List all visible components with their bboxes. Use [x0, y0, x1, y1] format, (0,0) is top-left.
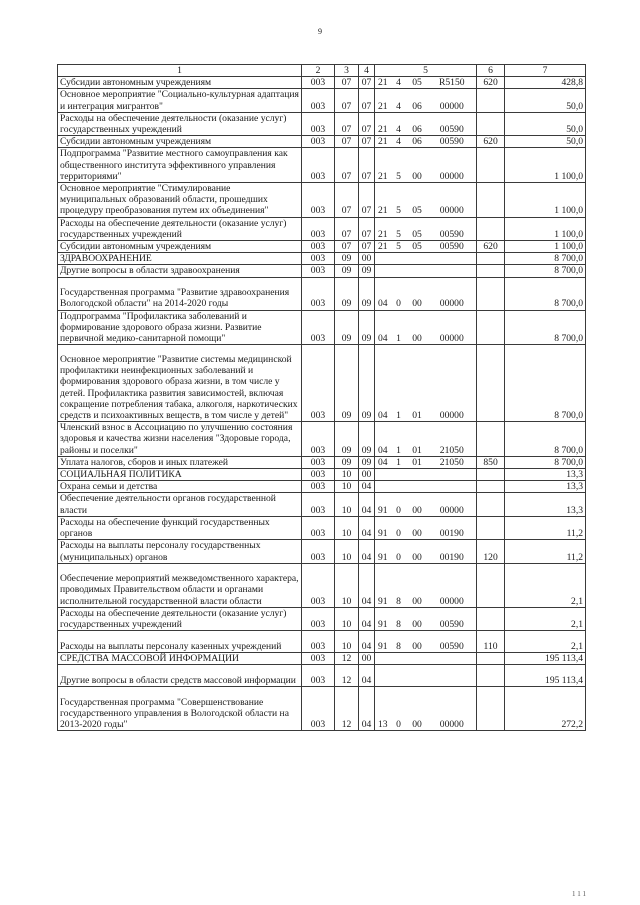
row-name-cell: Расходы на обеспечение деятельности (оказание услуг) государственных учреждений	[58, 607, 302, 630]
row-k1-cell: 21	[375, 77, 391, 89]
row-k1-cell	[375, 481, 391, 493]
row-k3-cell: 00	[407, 631, 428, 653]
table-row	[58, 265, 586, 277]
row-k1-cell: 21	[375, 148, 391, 183]
header-col-4: 4	[359, 65, 375, 77]
table-row	[58, 148, 586, 183]
row-k1-cell: 04	[375, 422, 391, 457]
row-c6-cell: 110	[477, 631, 505, 653]
row-k3-cell: 06	[407, 112, 428, 135]
row-c7-cell: 11,2	[505, 540, 586, 563]
table-row	[58, 516, 586, 539]
row-c7-cell: 13,3	[505, 469, 586, 481]
row-c4-cell: 07	[359, 136, 375, 148]
row-k4-cell: 00000	[428, 310, 477, 345]
row-c7-cell: 8 700,0	[505, 253, 586, 265]
header-col-2: 2	[302, 65, 335, 77]
row-c6-cell	[477, 422, 505, 457]
row-c2-cell: 003	[302, 77, 335, 89]
row-c2-cell: 003	[302, 422, 335, 457]
row-k3-cell: 05	[407, 77, 428, 89]
row-c6-cell	[477, 310, 505, 345]
row-c3-cell: 12	[335, 687, 359, 731]
table-row	[58, 89, 586, 112]
row-c4-cell: 04	[359, 540, 375, 563]
budget-table	[57, 64, 586, 731]
row-c2-cell: 003	[302, 310, 335, 345]
row-c4-cell: 09	[359, 422, 375, 457]
row-k2-cell: 0	[391, 540, 407, 563]
row-c4-cell: 04	[359, 493, 375, 516]
row-c6-cell	[477, 516, 505, 539]
row-c6-cell	[477, 687, 505, 731]
row-c3-cell: 12	[335, 653, 359, 665]
row-k3-cell: 01	[407, 422, 428, 457]
row-c4-cell: 09	[359, 456, 375, 468]
row-k3-cell: 01	[407, 345, 428, 422]
row-k1-cell: 91	[375, 540, 391, 563]
row-k4-cell: 21050	[428, 422, 477, 457]
table-row	[58, 481, 586, 493]
row-k2-cell: 8	[391, 563, 407, 607]
row-c2-cell: 003	[302, 687, 335, 731]
row-c3-cell: 10	[335, 481, 359, 493]
row-c3-cell: 07	[335, 77, 359, 89]
row-k1-cell: 91	[375, 563, 391, 607]
row-k4-cell: 00590	[428, 607, 477, 630]
row-k1-cell: 91	[375, 516, 391, 539]
row-k2-cell: 4	[391, 77, 407, 89]
row-c7-cell: 272,2	[505, 687, 586, 731]
row-k2-cell	[391, 653, 407, 665]
row-k4-cell: 00000	[428, 148, 477, 183]
row-c3-cell: 10	[335, 493, 359, 516]
row-k2-cell	[391, 665, 407, 687]
row-name-cell: Подпрограмма "Развитие местного самоуправления как общественного института эффективного управления территориями"	[58, 148, 302, 183]
table-row	[58, 217, 586, 240]
row-c6-cell	[477, 653, 505, 665]
table-row	[58, 665, 586, 687]
row-name-cell: Другие вопросы в области средств массовой информации	[58, 665, 302, 687]
row-c4-cell: 07	[359, 183, 375, 218]
table-row	[58, 345, 586, 422]
table-row	[58, 493, 586, 516]
row-c4-cell: 07	[359, 112, 375, 135]
row-k2-cell: 4	[391, 112, 407, 135]
row-c3-cell: 10	[335, 469, 359, 481]
row-c7-cell: 1 100,0	[505, 183, 586, 218]
row-c3-cell: 07	[335, 148, 359, 183]
row-k3-cell	[407, 265, 428, 277]
row-c3-cell: 09	[335, 265, 359, 277]
row-k3-cell: 00	[407, 563, 428, 607]
row-k3-cell: 00	[407, 687, 428, 731]
row-c6-cell	[477, 481, 505, 493]
row-c3-cell: 10	[335, 607, 359, 630]
row-k4-cell: 00190	[428, 540, 477, 563]
row-c4-cell: 04	[359, 607, 375, 630]
row-c4-cell: 07	[359, 241, 375, 253]
row-name-cell: Субсидии автономным учреждениям	[58, 241, 302, 253]
row-c4-cell: 04	[359, 665, 375, 687]
row-name-cell: Государственная программа "Развитие здравоохранения Вологодской области" на 2014-2020 годы	[58, 277, 302, 310]
row-c3-cell: 07	[335, 89, 359, 112]
row-k2-cell: 5	[391, 148, 407, 183]
row-k3-cell	[407, 653, 428, 665]
row-c4-cell: 09	[359, 310, 375, 345]
row-c4-cell: 04	[359, 516, 375, 539]
row-k1-cell: 91	[375, 493, 391, 516]
table-row	[58, 469, 586, 481]
row-k1-cell: 91	[375, 631, 391, 653]
row-k4-cell	[428, 665, 477, 687]
row-k3-cell	[407, 253, 428, 265]
row-k3-cell: 06	[407, 136, 428, 148]
row-k3-cell: 06	[407, 89, 428, 112]
row-k4-cell	[428, 481, 477, 493]
row-c6-cell	[477, 112, 505, 135]
row-c6-cell	[477, 277, 505, 310]
row-k1-cell: 21	[375, 217, 391, 240]
table-row	[58, 631, 586, 653]
row-c2-cell: 003	[302, 493, 335, 516]
row-k2-cell: 1	[391, 345, 407, 422]
row-name-cell: Членский взнос в Ассоциацию по улучшению состояния здоровья и качества жизни населения "Здоровые города, районы и поселки"	[58, 422, 302, 457]
row-name-cell: Расходы на обеспечение функций государственных органов	[58, 516, 302, 539]
row-k1-cell: 91	[375, 607, 391, 630]
row-c2-cell: 003	[302, 653, 335, 665]
row-name-cell: Субсидии автономным учреждениям	[58, 136, 302, 148]
row-c3-cell: 10	[335, 563, 359, 607]
row-k3-cell: 00	[407, 516, 428, 539]
table-row	[58, 607, 586, 630]
row-c4-cell: 00	[359, 253, 375, 265]
row-c2-cell: 003	[302, 516, 335, 539]
row-c7-cell: 428,8	[505, 77, 586, 89]
table-row	[58, 563, 586, 607]
row-c4-cell: 04	[359, 687, 375, 731]
row-c2-cell: 003	[302, 481, 335, 493]
row-c2-cell: 003	[302, 631, 335, 653]
row-c7-cell: 50,0	[505, 112, 586, 135]
row-c2-cell: 003	[302, 148, 335, 183]
row-c6-cell	[477, 563, 505, 607]
row-c6-cell	[477, 253, 505, 265]
row-c2-cell: 003	[302, 469, 335, 481]
row-k2-cell: 8	[391, 631, 407, 653]
row-c4-cell: 09	[359, 265, 375, 277]
row-c4-cell: 04	[359, 563, 375, 607]
row-k2-cell	[391, 469, 407, 481]
row-name-cell: Государственная программа "Совершенствование государственного управления в Вологодской области на 2013-2020 годы"	[58, 687, 302, 731]
row-c6-cell: 620	[477, 77, 505, 89]
row-k1-cell	[375, 265, 391, 277]
row-c3-cell: 12	[335, 665, 359, 687]
table-row	[58, 653, 586, 665]
row-c3-cell: 07	[335, 112, 359, 135]
row-name-cell: Расходы на обеспечение деятельности (оказание услуг) государственных учреждений	[58, 112, 302, 135]
row-name-cell: СРЕДСТВА МАССОВОЙ ИНФОРМАЦИИ	[58, 653, 302, 665]
header-col-3: 3	[335, 65, 359, 77]
footer-mark: 1 1 1	[572, 890, 586, 898]
row-k1-cell: 04	[375, 456, 391, 468]
row-c2-cell: 003	[302, 89, 335, 112]
row-k4-cell: 00590	[428, 136, 477, 148]
row-name-cell: Уплата налогов, сборов и иных платежей	[58, 456, 302, 468]
row-k3-cell	[407, 469, 428, 481]
row-k1-cell: 04	[375, 345, 391, 422]
row-c7-cell: 1 100,0	[505, 241, 586, 253]
row-c7-cell: 50,0	[505, 136, 586, 148]
row-name-cell: Обеспечение мероприятий межведомственного характера, проводимых Правительством области и органами исполнительной государственной власти области	[58, 563, 302, 607]
row-k3-cell	[407, 481, 428, 493]
row-k4-cell	[428, 265, 477, 277]
row-name-cell: Охрана семьи и детства	[58, 481, 302, 493]
row-c3-cell: 09	[335, 253, 359, 265]
row-k4-cell: 00190	[428, 516, 477, 539]
table-row	[58, 112, 586, 135]
row-c6-cell	[477, 665, 505, 687]
row-k4-cell: 00000	[428, 563, 477, 607]
row-k2-cell: 1	[391, 310, 407, 345]
row-c4-cell: 07	[359, 77, 375, 89]
row-k1-cell: 21	[375, 136, 391, 148]
row-k2-cell: 4	[391, 136, 407, 148]
row-k4-cell: 00000	[428, 345, 477, 422]
row-c6-cell: 620	[477, 241, 505, 253]
row-k3-cell: 00	[407, 310, 428, 345]
table-row	[58, 183, 586, 218]
row-c2-cell: 003	[302, 112, 335, 135]
row-k3-cell: 01	[407, 456, 428, 468]
table-row	[58, 422, 586, 457]
row-k2-cell: 0	[391, 493, 407, 516]
row-c4-cell: 09	[359, 277, 375, 310]
row-name-cell: Подпрограмма "Профилактика заболеваний и формирование здорового образа жизни. Развитие первичной медико-санитарной помощи"	[58, 310, 302, 345]
row-k3-cell: 00	[407, 493, 428, 516]
row-c3-cell: 10	[335, 631, 359, 653]
row-k4-cell	[428, 469, 477, 481]
row-k4-cell: 00000	[428, 687, 477, 731]
row-k2-cell: 0	[391, 516, 407, 539]
row-k3-cell: 05	[407, 241, 428, 253]
row-k2-cell	[391, 253, 407, 265]
row-c7-cell: 8 700,0	[505, 345, 586, 422]
row-name-cell: Основное мероприятие "Социально-культурная адаптация и интеграция мигрантов"	[58, 89, 302, 112]
row-c6-cell	[477, 469, 505, 481]
row-c3-cell: 09	[335, 345, 359, 422]
row-name-cell: Расходы на выплаты персоналу казенных учреждений	[58, 631, 302, 653]
row-k2-cell: 8	[391, 607, 407, 630]
row-k4-cell	[428, 653, 477, 665]
row-k4-cell: 00590	[428, 217, 477, 240]
row-c2-cell: 003	[302, 540, 335, 563]
table-row	[58, 241, 586, 253]
row-c2-cell: 003	[302, 563, 335, 607]
row-c4-cell: 07	[359, 217, 375, 240]
row-c7-cell: 1 100,0	[505, 217, 586, 240]
table-row	[58, 456, 586, 468]
header-col-1: 1	[58, 65, 302, 77]
table-row	[58, 136, 586, 148]
row-k4-cell: 21050	[428, 456, 477, 468]
row-c3-cell: 10	[335, 516, 359, 539]
table-row	[58, 310, 586, 345]
table-row	[58, 540, 586, 563]
row-c6-cell: 850	[477, 456, 505, 468]
row-name-cell: Обеспечение деятельности органов государственной власти	[58, 493, 302, 516]
row-c3-cell: 07	[335, 136, 359, 148]
row-k1-cell: 04	[375, 310, 391, 345]
row-k4-cell: 00590	[428, 631, 477, 653]
row-k1-cell	[375, 469, 391, 481]
row-k4-cell	[428, 253, 477, 265]
row-k4-cell: 00000	[428, 493, 477, 516]
row-k2-cell: 0	[391, 277, 407, 310]
row-c2-cell: 003	[302, 607, 335, 630]
row-c3-cell: 09	[335, 422, 359, 457]
row-k3-cell	[407, 665, 428, 687]
row-c2-cell: 003	[302, 277, 335, 310]
row-k4-cell: 00590	[428, 112, 477, 135]
table-row	[58, 77, 586, 89]
row-c7-cell: 8 700,0	[505, 310, 586, 345]
row-k1-cell	[375, 653, 391, 665]
row-c7-cell: 11,2	[505, 516, 586, 539]
row-c6-cell	[477, 183, 505, 218]
row-c3-cell: 07	[335, 217, 359, 240]
row-c3-cell: 09	[335, 277, 359, 310]
row-k3-cell: 00	[407, 540, 428, 563]
row-k2-cell: 0	[391, 687, 407, 731]
row-k4-cell: 00000	[428, 277, 477, 310]
row-k1-cell	[375, 665, 391, 687]
row-k3-cell: 00	[407, 148, 428, 183]
row-c4-cell: 07	[359, 89, 375, 112]
row-c4-cell: 04	[359, 631, 375, 653]
row-k1-cell	[375, 253, 391, 265]
row-c4-cell: 07	[359, 148, 375, 183]
row-c7-cell: 2,1	[505, 607, 586, 630]
row-c2-cell: 003	[302, 217, 335, 240]
table-row	[58, 253, 586, 265]
row-c4-cell: 00	[359, 469, 375, 481]
row-c6-cell	[477, 493, 505, 516]
row-c6-cell: 120	[477, 540, 505, 563]
row-c2-cell: 003	[302, 345, 335, 422]
row-k2-cell: 5	[391, 241, 407, 253]
row-c6-cell	[477, 265, 505, 277]
row-name-cell: Расходы на обеспечение деятельности (оказание услуг) государственных учреждений	[58, 217, 302, 240]
table-row	[58, 687, 586, 731]
row-k2-cell: 4	[391, 89, 407, 112]
row-name-cell: ЗДРАВООХРАНЕНИЕ	[58, 253, 302, 265]
row-c7-cell: 1 100,0	[505, 148, 586, 183]
row-c7-cell: 13,3	[505, 481, 586, 493]
row-c7-cell: 8 700,0	[505, 277, 586, 310]
row-k4-cell: 00000	[428, 183, 477, 218]
row-k3-cell: 05	[407, 217, 428, 240]
row-name-cell: СОЦИАЛЬНАЯ ПОЛИТИКА	[58, 469, 302, 481]
row-k1-cell: 21	[375, 183, 391, 218]
row-c4-cell: 04	[359, 481, 375, 493]
row-c2-cell: 003	[302, 241, 335, 253]
header-col-7: 7	[505, 65, 586, 77]
row-c2-cell: 003	[302, 665, 335, 687]
row-k3-cell: 00	[407, 607, 428, 630]
row-name-cell: Расходы на выплаты персоналу государственных (муниципальных) органов	[58, 540, 302, 563]
row-c2-cell: 003	[302, 183, 335, 218]
row-c7-cell: 2,1	[505, 631, 586, 653]
row-c3-cell: 09	[335, 310, 359, 345]
header-row	[58, 65, 586, 77]
row-k2-cell	[391, 481, 407, 493]
row-k2-cell: 1	[391, 422, 407, 457]
row-c3-cell: 07	[335, 183, 359, 218]
row-c3-cell: 10	[335, 540, 359, 563]
row-c2-cell: 003	[302, 136, 335, 148]
row-c7-cell: 8 700,0	[505, 265, 586, 277]
row-k2-cell: 1	[391, 456, 407, 468]
row-k1-cell: 21	[375, 112, 391, 135]
row-k2-cell	[391, 265, 407, 277]
row-c2-cell: 003	[302, 265, 335, 277]
row-c6-cell	[477, 217, 505, 240]
row-c7-cell: 195 113,4	[505, 665, 586, 687]
row-c6-cell	[477, 148, 505, 183]
row-c7-cell: 8 700,0	[505, 456, 586, 468]
row-c6-cell	[477, 89, 505, 112]
row-name-cell: Другие вопросы в области здравоохранения	[58, 265, 302, 277]
row-k1-cell: 13	[375, 687, 391, 731]
page-number: 9	[318, 27, 322, 36]
row-c6-cell	[477, 345, 505, 422]
row-k4-cell: 00590	[428, 241, 477, 253]
row-c7-cell: 8 700,0	[505, 422, 586, 457]
row-k2-cell: 5	[391, 217, 407, 240]
row-k1-cell: 04	[375, 277, 391, 310]
row-c4-cell: 09	[359, 345, 375, 422]
row-name-cell: Основное мероприятие "Развитие системы медицинской профилактики неинфекционных заболеваний и формирования здорового образа жизни, в том числе у детей. Профилактика развития зависимостей, включая сокращение потребления табака, алкоголя, наркотических средств и психоактивных веществ, в том числе у детей"	[58, 345, 302, 422]
table-row	[58, 277, 586, 310]
row-k4-cell: R5150	[428, 77, 477, 89]
row-c2-cell: 003	[302, 253, 335, 265]
row-c2-cell: 003	[302, 456, 335, 468]
header-col-6: 6	[477, 65, 505, 77]
row-c6-cell	[477, 607, 505, 630]
row-c6-cell: 620	[477, 136, 505, 148]
row-c7-cell: 50,0	[505, 89, 586, 112]
row-k1-cell: 21	[375, 89, 391, 112]
row-name-cell: Субсидии автономным учреждениям	[58, 77, 302, 89]
row-c4-cell: 00	[359, 653, 375, 665]
row-name-cell: Основное мероприятие "Стимулирование муниципальных образований области, прошедших процедуру преобразования путем их объединения"	[58, 183, 302, 218]
row-c3-cell: 07	[335, 241, 359, 253]
row-c7-cell: 13,3	[505, 493, 586, 516]
row-c7-cell: 2,1	[505, 563, 586, 607]
row-k3-cell: 05	[407, 183, 428, 218]
row-k3-cell: 00	[407, 277, 428, 310]
header-col-5: 5	[375, 65, 477, 77]
row-k1-cell: 21	[375, 241, 391, 253]
row-k4-cell: 00000	[428, 89, 477, 112]
row-c7-cell: 195 113,4	[505, 653, 586, 665]
row-k2-cell: 5	[391, 183, 407, 218]
row-c3-cell: 09	[335, 456, 359, 468]
